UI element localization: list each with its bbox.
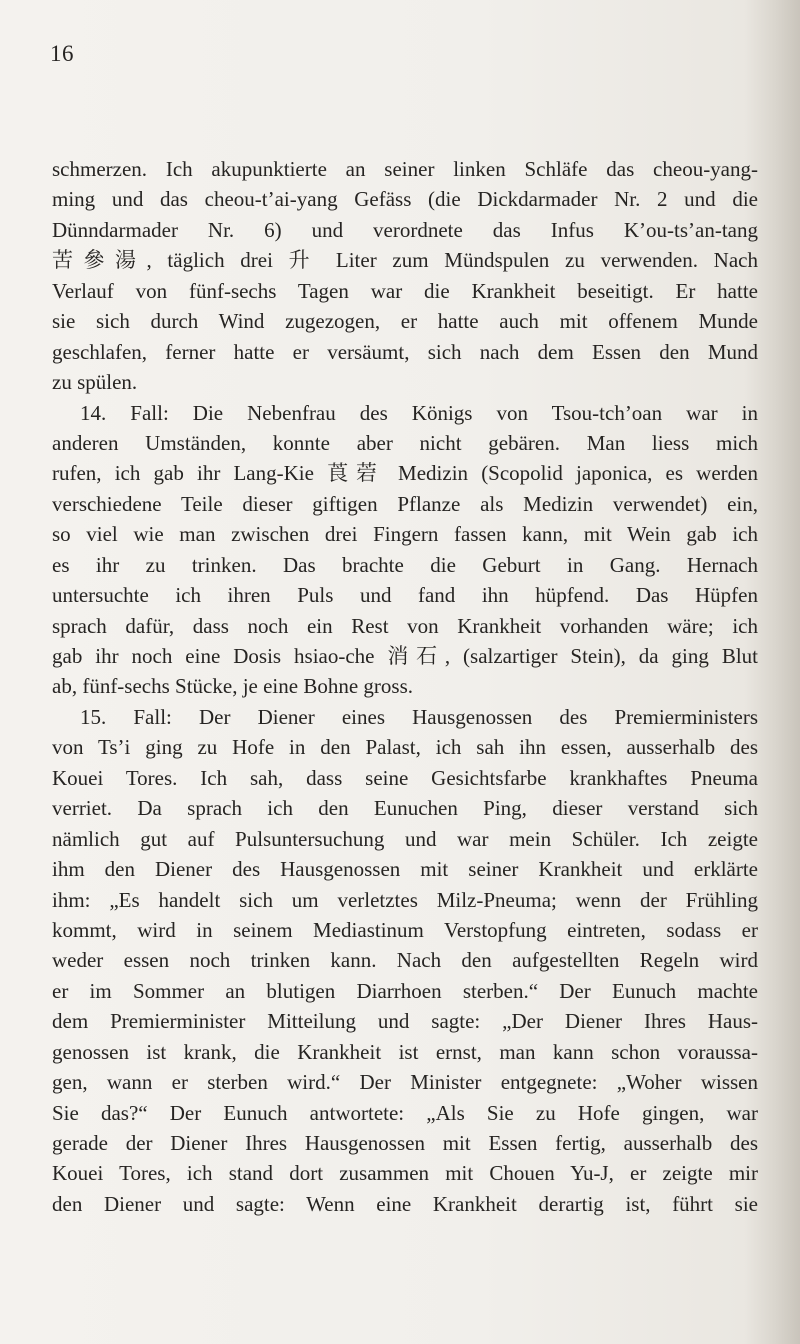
text-line: ihm: „Es handelt sich um verletztes Milz-Pneuma; wenn der Frühling — [52, 887, 758, 912]
text-line: ihm den Diener des Hausgenossen mit seiner Krankheit und erklärte — [52, 857, 758, 882]
text-line: Kouei Tores, ich stand dort zusammen mit Chouen Yu-J, er zeigte mir — [52, 1161, 758, 1186]
text-line: kommt, wird in seinem Mediastinum Verstopfung eintreten, sodass er — [52, 917, 758, 942]
text-line: rufen, ich gab ihr Lang-Kie 莨菪 Medizin (Scopolid japonica, es werden — [52, 461, 758, 486]
text-line: untersuchte ich ihren Puls und fand ihn hüpfend. Das Hüpfen — [52, 583, 758, 608]
text-line: er im Sommer an blutigen Diarrhoen sterben.“ Der Eunuch machte — [52, 978, 758, 1003]
text-line: so viel wie man zwischen drei Fingern fassen kann, mit Wein gab ich — [52, 522, 758, 547]
text-line: dem Premierminister Mitteilung und sagte: „Der Diener Ihres Haus- — [52, 1009, 758, 1034]
text-line: ming und das cheou-t’ai-yang Gefäss (die Dickdarmader Nr. 2 und die — [52, 187, 758, 212]
text-line: gerade der Diener Ihres Hausgenossen mit Essen fertig, ausserhalb des — [52, 1131, 758, 1155]
text-line: 苦參湯, täglich drei 升 Liter zum Mündspulen zu verwenden. Nach — [52, 248, 758, 273]
case-heading-line: 14. Fall: Die Nebenfrau des Königs von Tsou-tch’oan war in — [80, 400, 758, 425]
text-line: schmerzen. Ich akupunktierte an seiner linken Schläfe das cheou-yang- — [52, 157, 758, 181]
text-line: nämlich gut auf Pulsuntersuchung und war mein Schüler. Ich zeigte — [52, 826, 758, 851]
text-line: genossen ist krank, die Krankheit ist ernst, man kann schon voraussa- — [52, 1039, 758, 1064]
text-line: gen, wann er sterben wird.“ Der Minister entgegnete: „Woher wissen — [52, 1070, 758, 1095]
text-line: gab ihr noch eine Dosis hsiao-che 消石, (salzartiger Stein), da ging Blut — [52, 644, 758, 668]
text-line: geschlafen, ferner hatte er versäumt, sich nach dem Essen den Mund — [52, 339, 758, 364]
text-line: verriet. Da sprach ich den Eunuchen Ping, dieser verstand sich — [52, 796, 758, 821]
text-line: verschiedene Teile dieser giftigen Pflanze als Medizin verwendet) ein, — [52, 491, 758, 516]
case-heading-line: 15. Fall: Der Diener eines Hausgenossen des Premierministers — [80, 704, 758, 729]
body-text — [52, 154, 758, 1219]
text-line: Sie das?“ Der Eunuch antwortete: „Als Sie zu Hofe gingen, war — [52, 1100, 758, 1125]
text-line: anderen Umständen, konnte aber nicht gebären. Man liess mich — [52, 430, 758, 455]
text-line: Dünndarmader Nr. 6) und verordnete das Infus K’ou-ts’an-tang — [52, 217, 758, 242]
text-line: von Ts’i ging zu Hofe in den Palast, ich sah ihn essen, ausserhalb des — [52, 735, 758, 760]
text-line: Verlauf von fünf-sechs Tagen war die Krankheit beseitigt. Er hatte — [52, 278, 758, 303]
page-number: 16 — [50, 41, 74, 66]
text-line: weder essen noch trinken kann. Nach den aufgestellten Regeln wird — [52, 948, 758, 973]
text-line: zu spülen. — [52, 370, 138, 395]
text-line: sie sich durch Wind zugezogen, er hatte auch mit offenem Munde — [52, 309, 758, 334]
text-line: ab, fünf-sechs Stücke, je eine Bohne gross. — [52, 674, 413, 699]
text-line: den Diener und sagte: Wenn eine Krankheit derartig ist, führt sie — [52, 1191, 758, 1216]
text-line: es ihr zu trinken. Das brachte die Geburt in Gang. Hernach — [52, 552, 758, 577]
text-line: sprach dafür, dass noch ein Rest von Krankheit vorhanden wäre; ich — [52, 613, 758, 638]
text-line: Kouei Tores. Ich sah, dass seine Gesichtsfarbe krankhaftes Pneuma — [52, 765, 758, 790]
